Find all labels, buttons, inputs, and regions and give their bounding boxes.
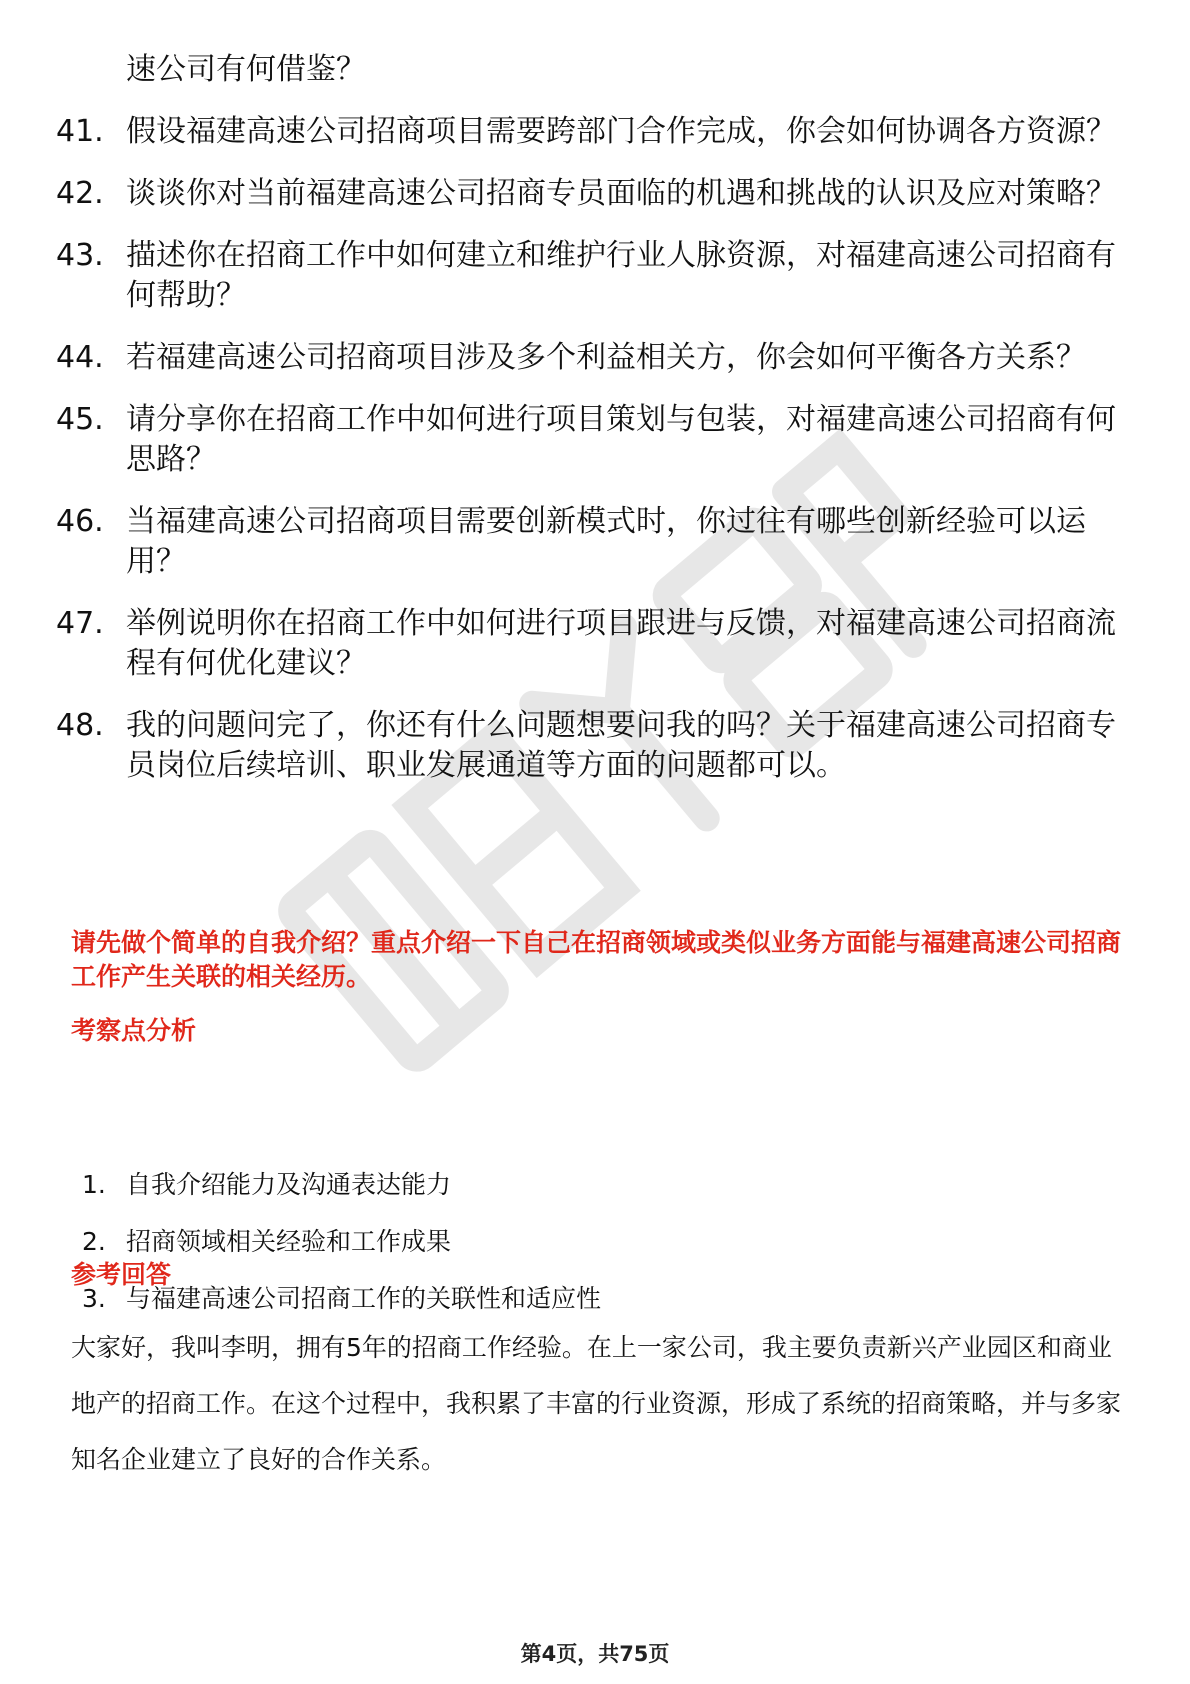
question-text: 速公司有何借鉴？ xyxy=(126,52,366,87)
list-item xyxy=(56,706,1116,786)
question-text: 我的问题问完了，你还有什么问题想要问我的吗？关于福建高速公司招商专员岗位后续培训、职业发展通道等方面的问题都可以。 xyxy=(126,708,1116,783)
list-item xyxy=(82,1168,601,1202)
question-text: 描述你在招商工作中如何建立和维护行业人脉资源，对福建高速公司招商有何帮助？ xyxy=(126,238,1116,313)
list-item xyxy=(56,112,1116,152)
point-text: 自我介绍能力及沟通表达能力 xyxy=(126,1170,452,1199)
question-text: 谈谈你对当前福建高速公司招商专员面临的机遇和挑战的认识及应对策略？ xyxy=(126,176,1116,211)
question-number: 44. xyxy=(56,340,104,375)
point-number: 2. xyxy=(82,1227,106,1256)
question-number: 46. xyxy=(56,504,104,539)
page-number: 第4页，共75页 xyxy=(520,1642,670,1666)
list-item xyxy=(56,338,1116,378)
list-item xyxy=(56,174,1116,214)
question-number: 48. xyxy=(56,708,104,743)
question-number: 43. xyxy=(56,238,104,273)
list-item xyxy=(56,502,1116,582)
answer-heading: 参考回答 xyxy=(71,1260,172,1289)
point-text: 招商领域相关经验和工作成果 xyxy=(126,1227,452,1256)
analysis-heading: 考察点分析 xyxy=(71,1016,197,1045)
list-item xyxy=(56,50,1116,90)
question-text: 假设福建高速公司招商项目需要跨部门合作完成，你会如何协调各方资源？ xyxy=(126,114,1116,149)
point-number: 3. xyxy=(82,1284,106,1313)
list-item xyxy=(56,604,1116,684)
section-question-heading: 请先做个简单的自我介绍？重点介绍一下自己在招商领域或类似业务方面能与福建高速公司招商工作产生关联的相关经历。 xyxy=(71,928,1122,991)
list-item xyxy=(82,1225,601,1259)
question-text: 请分享你在招商工作中如何进行项目策划与包装，对福建高速公司招商有何思路？ xyxy=(126,402,1116,477)
question-list xyxy=(56,50,1116,808)
list-item xyxy=(56,236,1116,316)
question-text: 若福建高速公司招商项目涉及多个利益相关方，你会如何平衡各方关系？ xyxy=(126,340,1086,375)
point-number: 1. xyxy=(82,1170,106,1199)
question-number: 47. xyxy=(56,606,104,641)
question-text: 当福建高速公司招商项目需要创新模式时，你过往有哪些创新经验可以运用？ xyxy=(126,504,1086,579)
question-number: 41. xyxy=(56,114,104,149)
answer-paragraph: 大家好，我叫李明，拥有5年的招商工作经验。在上一家公司，我主要负责新兴产业园区和商业地产的招商工作。在这个过程中，我积累了丰富的行业资源，形成了系统的招商策略，并与多家知名企业建立了良好的合作关系。 xyxy=(71,1333,1122,1474)
question-number: 42. xyxy=(56,176,104,211)
list-item xyxy=(56,400,1116,480)
point-text: 与福建高速公司招商工作的关联性和适应性 xyxy=(126,1284,602,1313)
question-number: 45. xyxy=(56,402,104,437)
analysis-points-list xyxy=(82,1168,601,1339)
question-text: 举例说明你在招商工作中如何进行项目跟进与反馈，对福建高速公司招商流程有何优化建议？ xyxy=(126,606,1116,681)
